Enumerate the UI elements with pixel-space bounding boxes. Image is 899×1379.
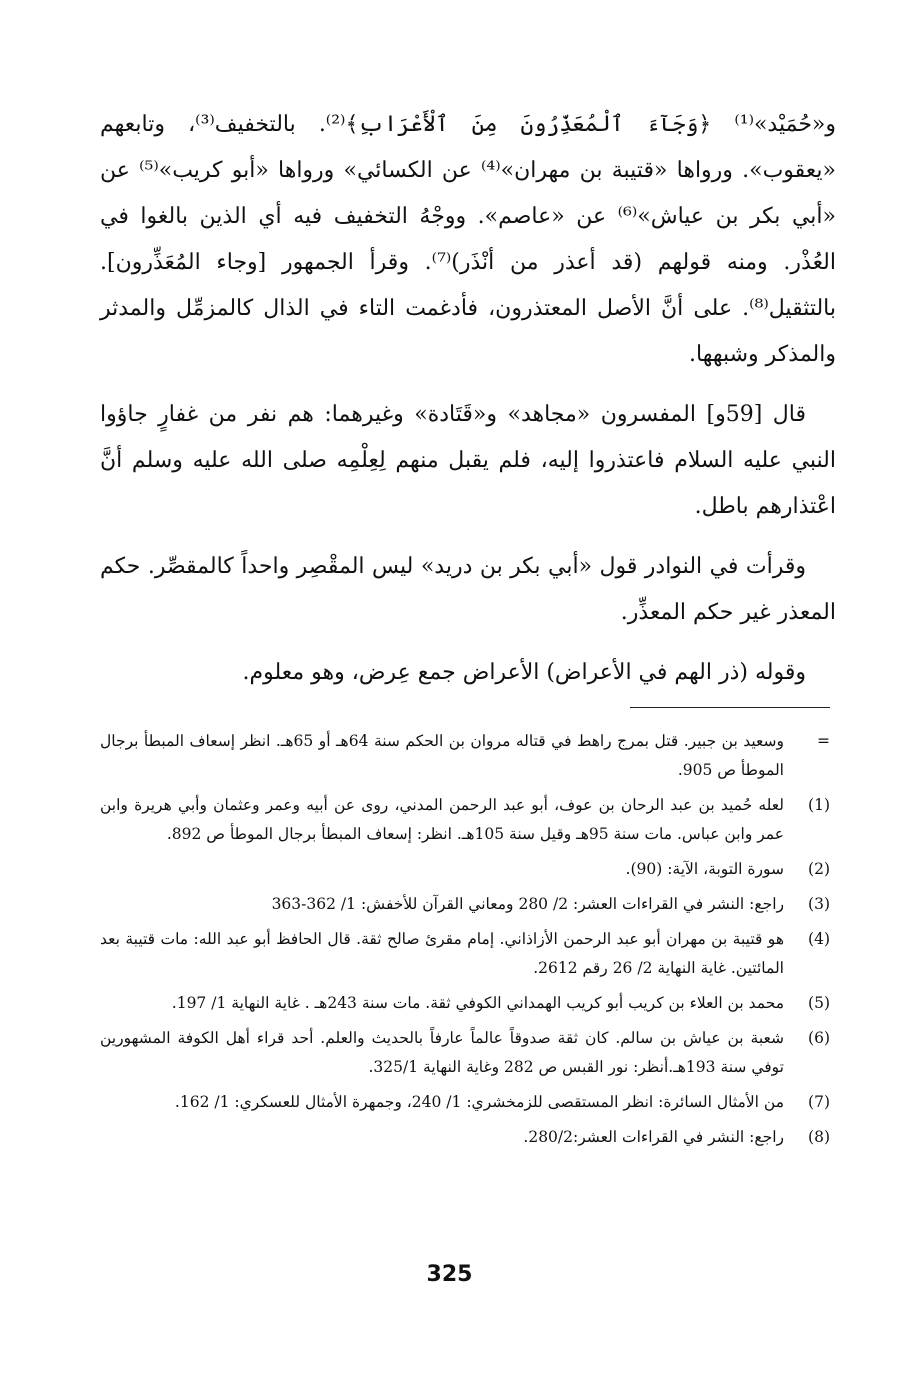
footnote bbox=[100, 727, 836, 785]
main-text bbox=[100, 102, 836, 710]
footnote-separator bbox=[630, 707, 830, 708]
footnote-number: (8) bbox=[808, 1128, 830, 1146]
footnote bbox=[100, 791, 836, 849]
footnote-text: راجع: النشر في القراءات العشر: 2/ 280 ومعاني القرآن للأخفش: 1/ 362-363 bbox=[271, 895, 784, 913]
footnote-number: (6) bbox=[808, 1029, 830, 1047]
footnote-text: لعله حُميد بن عبد الرحان بن عوف، أبو عبد الرحمن المدني، روى عن أبيه وعمر وعثمان وأبي هريرة وابن عمر وابن عباس. مات سنة 95هـ وقيل سنة 105هـ. انظر: إسعاف المبطأ برجال الموطأ ص 892. bbox=[100, 796, 784, 843]
footnote bbox=[100, 989, 836, 1018]
footnote-text: هو قتيبة بن مهران أبو عبد الرحمن الأزاذاني. إمام مقرئ صالح ثقة. قال الحافظ أبو عبد الله: مات قتيبة بعد المائتين. غاية النهاية 2/ 26 رقم 2612. bbox=[100, 930, 784, 977]
footnote-number: (1) bbox=[808, 796, 830, 814]
footnotes bbox=[100, 727, 836, 1158]
footnote-text: راجع: النشر في القراءات العشر:280/2. bbox=[523, 1128, 784, 1146]
footnote-number: (5) bbox=[808, 994, 830, 1012]
footnote-text: من الأمثال السائرة: انظر المستقصى للزمخشري: 1/ 240، وجمهرة الأمثال للعسكري: 1/ 162. bbox=[174, 1093, 784, 1111]
page-number: 325 bbox=[426, 1262, 473, 1287]
footnote bbox=[100, 855, 836, 884]
footnote-number: (3) bbox=[808, 895, 830, 913]
paragraph: وقوله (ذر الهم في الأعراض) الأعراض جمع عِرض، وهو معلوم. bbox=[242, 660, 806, 685]
footnote-text: محمد بن العلاء بن كريب أبو كريب الهمداني الكوفي ثقة. مات سنة 243هـ . غاية النهاية 1/ 197. bbox=[171, 994, 784, 1012]
paragraph: وقرأت في النوادر قول «أبي بكر بن دريد» ليس المقْصِر واحداً كالمقصِّر. حكم المعذر غير حكم المعذِّر. bbox=[100, 554, 836, 625]
footnote-text: وسعيد بن جبير. قتل بمرج راهط في قتاله مروان بن الحكم سنة 64هـ أو 65هـ. انظر إسعاف المبطأ برجال الموطأ ص 905. bbox=[100, 732, 784, 779]
footnote bbox=[100, 1024, 836, 1082]
footnote-number: (4) bbox=[808, 930, 830, 948]
paragraph: قال [59و] المفسرون «مجاهد» و«قَتَادة» وغيرهما: هم نفر من غفارٍ جاؤوا النبي عليه السلام فاعتذروا إليه، فلم يقبل منهم لِعِلْمِه صلى الله عليه وسلم أنَّ اعْتذارهم باطل. bbox=[100, 402, 836, 519]
footnote-text: سورة التوبة، الآية: (90). bbox=[625, 860, 784, 878]
footnote-text: شعبة بن عياش بن سالم. كان ثقة صدوقاً عالماً عارفاً بالحديث والعلم. أحد قراء أهل الكوفة المشهورين توفي سنة 193هـ.أنظر: نور القبس ص 282 وغاية النهاية 325/1. bbox=[100, 1029, 784, 1076]
footnote bbox=[100, 925, 836, 983]
footnote bbox=[100, 890, 836, 919]
footnote bbox=[100, 1123, 836, 1152]
footnote-number: (7) bbox=[808, 1093, 830, 1111]
footnote-number: (2) bbox=[808, 860, 830, 878]
footnote-number: = bbox=[817, 732, 830, 750]
footnote bbox=[100, 1088, 836, 1117]
paragraph: و«حُمَيْد»⁽¹⁾ ﴿وَجَآءَ ٱلْمُعَذِّرُونَ مِنَ ٱلْأَعْرَابِ﴾⁽²⁾. بالتخفيف⁽³⁾، وتابعهم «يعقوب». ورواها «قتيبة بن مهران»⁽⁴⁾ عن الكسائي» ورواها «أبو كريب»⁽⁵⁾ عن «أبي بكر بن عياش»⁽⁶⁾ عن «عاصم». ووجْهُ التخفيف فيه أي الذين بالغوا في العُذْر. ومنه قولهم (قد أعذر من أنْذَر)⁽⁷⁾. وقرأ الجمهور [وجاء المُعَذِّرون]. بالتثقيل⁽⁸⁾. على أنَّ الأصل المعتذرون، فأدغمت التاء في الذال كالمزمِّل والمدثر والمذكر وشبهها. bbox=[100, 112, 837, 367]
